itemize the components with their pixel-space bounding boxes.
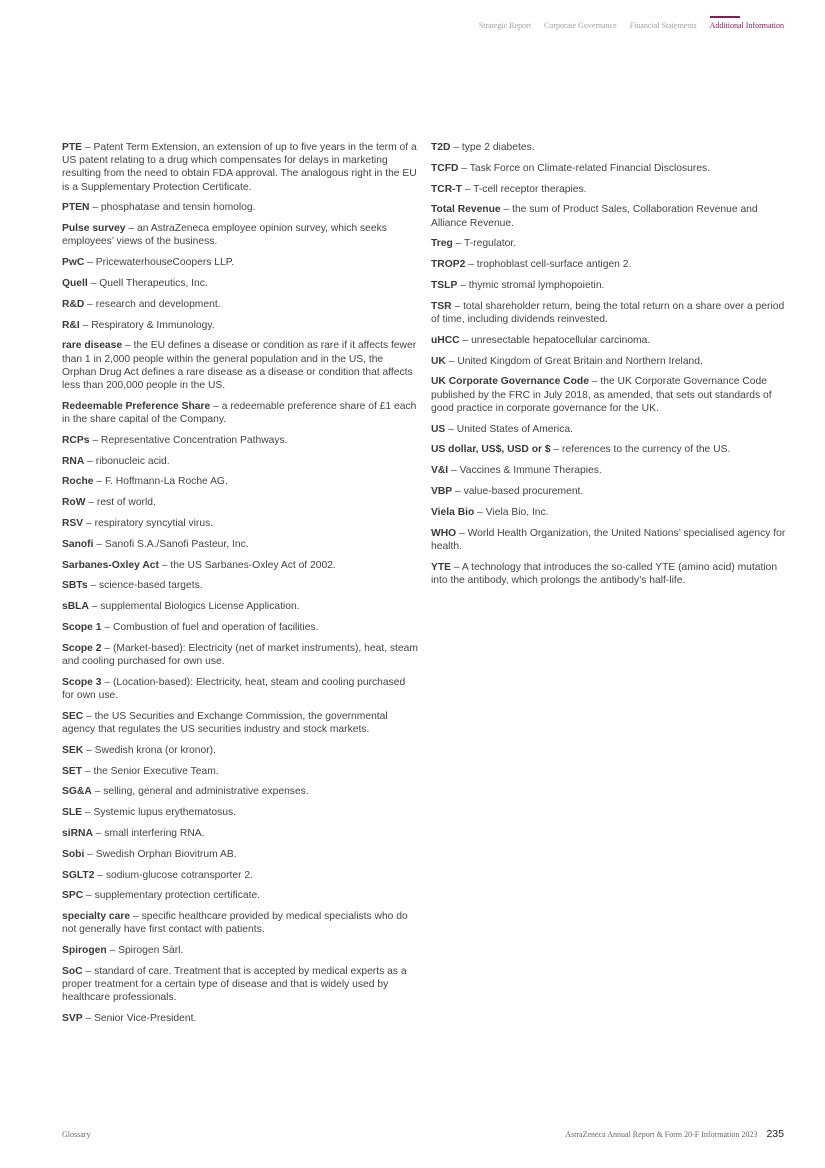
glossary-definition: small interfering RNA. [104,827,205,839]
glossary-definition: T-regulator. [464,238,517,250]
glossary-entry [431,527,788,553]
glossary-entry [62,806,418,819]
glossary-term: SLE [62,807,83,819]
term-separator: – [457,279,469,291]
glossary-term: UK [431,355,446,367]
glossary-term: Sanofi [62,538,94,550]
glossary-term: US [431,423,446,435]
footer-report-info [565,1128,784,1140]
glossary-definition: Senior Vice-President. [94,1013,197,1025]
glossary-entry [62,765,418,778]
glossary-term: SBTs [62,580,88,592]
term-separator: – [85,497,97,509]
glossary-definition: phosphatase and tensin homolog. [100,202,256,214]
section-nav [479,21,784,30]
term-separator: – [79,319,92,331]
term-separator: – [456,527,468,539]
term-separator: – [450,142,462,153]
term-separator: – [122,340,134,352]
glossary-entry [62,400,418,426]
glossary-term: PTE [62,142,83,153]
glossary-definition: trophoblast cell-surface antigen 2. [476,259,632,271]
glossary-term: siRNA [62,827,93,839]
glossary-entry [431,183,788,196]
glossary-entry [431,464,788,477]
glossary-term: R&I [62,319,80,331]
glossary-definition: Systemic lupus erythematosus. [93,807,236,819]
term-separator: – [84,848,96,860]
glossary-entry [431,485,788,498]
term-separator: – [550,444,563,456]
term-separator: – [84,455,96,467]
glossary-term: TSLP [431,279,458,291]
glossary-definition: World Health Organization, the United Nations’ specialised agency for health. [431,527,786,552]
glossary-term: SoC [62,965,83,977]
glossary-entry [62,910,418,936]
glossary-definition: an AstraZeneca employee opinion survey, which seeks employees’ views of the business. [62,223,387,248]
glossary-definition: T-cell receptor therapies. [473,183,587,195]
glossary-definition: Combustion of fuel and operation of facilities. [112,621,319,633]
glossary-definition: Swedish Orphan Biovitrum AB. [95,848,237,860]
glossary-entry [431,334,788,347]
glossary-definition: total shareholder return, being the total return on a share over a period of time, including dividends reinvested. [431,300,785,325]
glossary-entry [431,561,788,587]
glossary-term: TCR-T [431,183,462,195]
glossary-term: Treg [431,238,453,250]
glossary-entry [431,141,788,154]
glossary-term: Redeemable Preference Share [62,400,211,412]
glossary-term: UK Corporate Governance Code [431,376,589,388]
glossary-term: RSV [62,517,84,529]
glossary-definition: United States of America. [456,423,573,435]
glossary-entry [62,944,418,957]
glossary-term: Scope 1 [62,621,102,633]
glossary-term: Scope 3 [62,676,102,688]
glossary-definition: (Location-based): Electricity, heat, steam and cooling purchased for own use. [62,676,406,701]
glossary-definition: ribonucleic acid. [95,455,170,467]
glossary-term: SPC [62,890,84,902]
glossary-entry [62,579,418,592]
term-separator: – [101,621,113,633]
term-separator: – [500,204,513,216]
term-separator: – [91,786,104,798]
term-separator: – [92,827,105,839]
glossary-definition: the Senior Executive Team. [93,765,219,777]
glossary-entry [431,506,788,519]
glossary-entry [62,339,418,392]
glossary-definition: the EU defines a disease or condition as rare if it affects fewer than 1 in 2,000 people within the general population and in the US, the Orphan Drug Act defines a rare disease as a disease or condition that affects less than 200,000 people in the US. [62,340,417,391]
glossary-term: SG&A [62,786,92,798]
term-separator: – [452,238,465,250]
glossary-definition: supplementary protection certificate. [94,890,261,902]
glossary-entry [62,319,418,332]
glossary-definition: specific healthcare provided by medical specialists who do not generally have first contact with patients. [62,911,408,936]
term-separator: – [87,278,100,289]
glossary-entry [62,1012,418,1025]
glossary-definition: Respiratory & Immunology. [91,319,215,331]
term-separator: – [93,476,105,488]
glossary-definition: unresectable hepatocellular carcinoma. [471,334,651,346]
glossary-definition: Task Force on Climate-related Financial Disclosures. [469,162,711,174]
term-separator: – [451,561,462,573]
glossary-term: T2D [431,142,451,153]
term-separator: – [93,538,105,550]
glossary-definition: (Market-based): Electricity (net of market instruments), heat, steam and cooling purchased for own use. [62,642,418,667]
glossary-entry [431,162,788,175]
term-separator: – [459,334,472,346]
term-separator: – [82,765,94,777]
glossary-definition: Vaccines & Immune Therapies. [459,465,602,477]
glossary-entry [62,475,418,488]
glossary-term: Roche [62,476,94,488]
glossary-definition: rest of world. [96,497,156,509]
glossary-definition: A technology that introduces the so-called YTE (amino acid) mutation into the antibody, which prolongs the antibody’s half-life. [431,561,778,586]
glossary-definition: type 2 diabetes. [461,142,535,153]
glossary-term: SVP [62,1013,83,1025]
term-separator: – [84,298,96,310]
term-separator: – [87,580,100,592]
glossary-definition: supplemental Biologics License Application. [100,601,300,613]
glossary-entry [431,203,788,229]
glossary-definition: the sum of Product Sales, Collaboration Revenue and Alliance Revenue. [431,204,758,229]
term-separator: – [106,945,119,957]
glossary-definition: science-based targets. [99,580,203,592]
term-separator: – [130,911,142,923]
glossary-term: Sobi [62,848,85,860]
term-separator: – [125,223,137,235]
glossary-term: V&I [431,465,449,477]
glossary-entry [62,600,418,613]
term-separator: – [445,423,457,435]
glossary-definition: respiratory syncytial virus. [94,517,214,529]
glossary-definition: Representative Concentration Pathways. [100,434,288,446]
term-separator: – [94,869,106,881]
term-separator: – [89,434,101,446]
glossary-entry [62,559,418,572]
term-separator: – [474,506,486,518]
glossary-entry [431,375,788,415]
glossary-term: specialty care [62,911,131,923]
glossary-term: SGLT2 [62,869,95,881]
glossary-term: Total Revenue [431,204,501,216]
glossary-definition: selling, general and administrative expenses. [103,786,309,798]
nav-financial-statements[interactable]: Financial Statements [629,21,697,30]
glossary-definition: the US Securities and Exchange Commission, the governmental agency that regulates the US securities industry and stock markets. [62,710,388,735]
nav-corporate-governance[interactable]: Corporate Governance [544,21,617,30]
term-separator: – [458,162,470,174]
footer-report-title: AstraZeneca Annual Report & Form 20-F Information 2023 [565,1130,758,1139]
glossary-term: TCFD [431,162,459,174]
glossary-definition: the UK Corporate Governance Code published by the FRC in July 2018, as amended, that sets out standards of good practice in corporate governance for the UK. [431,376,772,414]
term-separator: – [101,642,113,654]
glossary-term: VBP [431,485,453,497]
glossary-definition: the US Sarbanes-Oxley Act of 2002. [170,559,336,571]
term-separator: – [83,890,95,902]
glossary-term: TROP2 [431,259,466,271]
term-separator: – [83,517,95,529]
term-separator: – [461,183,474,195]
glossary-definition: United Kingdom of Great Britain and Northern Ireland. [457,355,703,367]
glossary-entry [431,423,788,436]
glossary-term: Pulse survey [62,223,126,235]
glossary-entry [62,517,418,530]
glossary-entry [62,434,418,447]
glossary-term: PTEN [62,202,90,214]
term-separator: – [451,300,464,312]
glossary-definition: Patent Term Extension, an extension of up to five years in the term of a US patent relating to a drug which compensates for delays in marketing resulting from the need to obtain FDA approval. The analogous right in the EU is a Supplementary Protection Certificate. [62,142,417,193]
page-number: 235 [766,1128,784,1140]
glossary-term: Quell [62,278,88,289]
glossary-definition: research and development. [95,298,221,310]
glossary-entry [62,141,418,194]
glossary-definition: Viela Bio, Inc. [485,506,549,518]
glossary-term: uHCC [431,334,460,346]
glossary-entry [62,965,418,1005]
glossary-entry [62,201,418,214]
glossary-entry [62,642,418,668]
term-separator: – [588,376,601,388]
glossary-term: US dollar, US$, USD or $ [431,444,551,456]
term-separator: – [465,259,477,271]
glossary-column-left [62,141,418,1033]
glossary-definition: standard of care. Treatment that is accepted by medical experts as a proper treatment for a certain type of disease and that is widely used by healthcare professionals. [62,965,407,1004]
glossary-entry [62,827,418,840]
glossary-definition: thymic stromal lymphopoietin. [468,279,605,291]
glossary-term: Sarbanes-Oxley Act [62,559,159,571]
footer-section-label: Glossary [62,1130,91,1139]
term-separator: – [83,710,95,722]
glossary-term: PwC [62,257,85,269]
term-separator: – [88,601,101,613]
glossary-term: TSR [431,300,452,312]
glossary-definition: PricewaterhouseCoopers LLP. [95,257,235,269]
glossary-entry [62,298,418,311]
glossary-entry [431,237,788,250]
glossary-term: Spirogen [62,945,107,957]
nav-strategic-report[interactable]: Strategic Report [478,21,532,30]
term-separator: – [84,257,96,269]
glossary-entry [431,355,788,368]
glossary-term: SEK [62,744,84,756]
glossary-entry [62,256,418,269]
glossary-term: RNA [62,455,85,467]
term-separator: – [158,559,171,571]
glossary-definition: Quell Therapeutics, Inc. [99,278,208,289]
glossary-entry [62,277,418,290]
glossary-entry [62,496,418,509]
term-separator: – [82,142,94,153]
glossary-term: sBLA [62,601,89,613]
term-separator: – [445,355,458,367]
glossary-definition: Sanofi S.A./Sanofi Pasteur, Inc. [104,538,249,550]
glossary-term: RCPs [62,434,90,446]
glossary-column-right [431,141,788,595]
glossary-entry [62,869,418,882]
term-separator: – [448,465,460,477]
glossary-entry [431,300,788,326]
glossary-definition: Swedish krona (or kronor). [94,744,216,756]
glossary-definition: value-based procurement. [463,485,584,497]
term-separator: – [210,400,222,412]
glossary-entry [62,222,418,248]
glossary-term: R&D [62,298,85,310]
glossary-term: SET [62,765,83,777]
glossary-entry [62,538,418,551]
glossary-definition: a redeemable preference share of £1 each in the share capital of the Company. [62,400,417,425]
term-separator: – [82,1013,95,1025]
glossary-entry [62,744,418,757]
glossary-entry [62,785,418,798]
glossary-definition: sodium-glucose cotransporter 2. [105,869,253,881]
glossary-entry [431,258,788,271]
glossary-term: SEC [62,710,84,722]
glossary-entry [62,710,418,736]
glossary-definition: references to the currency of the US. [562,444,731,456]
glossary-term: RoW [62,497,86,509]
glossary-term: YTE [431,561,452,573]
glossary-term: WHO [431,527,457,539]
glossary-definition: F. Hoffmann-La Roche AG. [104,476,228,488]
glossary-entry [431,443,788,456]
term-separator: – [82,965,95,977]
glossary-entry [62,455,418,468]
nav-additional-information[interactable]: Additional Information [709,21,784,30]
term-separator: – [82,807,94,819]
term-separator: – [452,485,464,497]
glossary-entry [431,279,788,292]
glossary-definition: Spirogen Sàrl. [118,945,184,957]
term-separator: – [83,744,95,756]
glossary-entry [62,848,418,861]
glossary-term: Scope 2 [62,642,102,654]
glossary-entry [62,676,418,702]
term-separator: – [89,202,101,214]
term-separator: – [101,676,113,688]
glossary-entry [62,889,418,902]
glossary-term: Viela Bio [431,506,475,518]
glossary-entry [62,621,418,634]
glossary-term: rare disease [62,340,123,352]
